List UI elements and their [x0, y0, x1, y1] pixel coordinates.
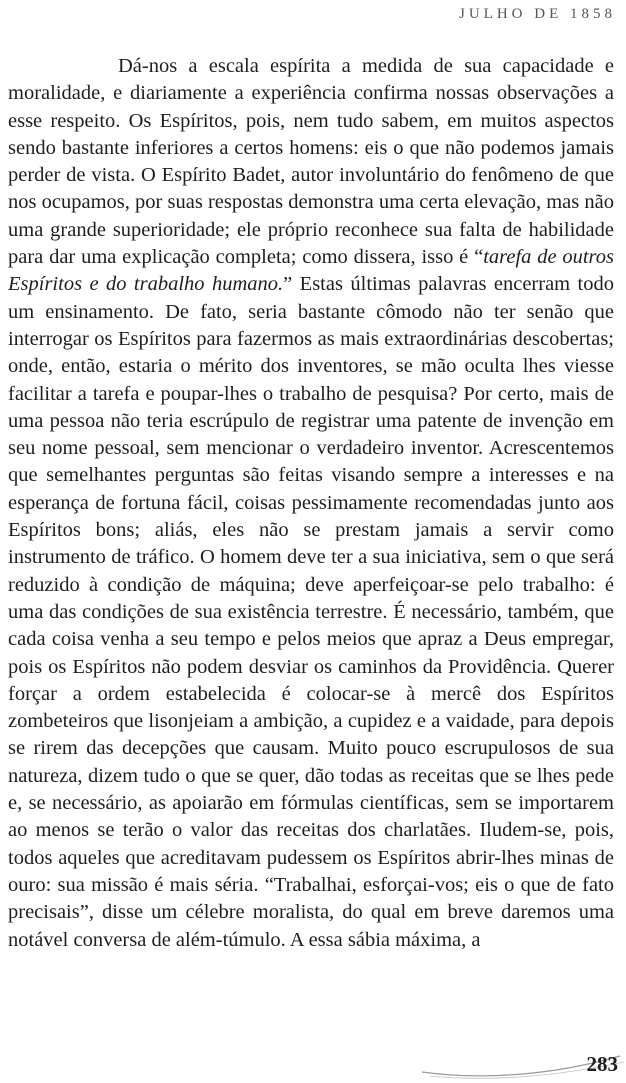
paragraph-italic-quote: tarefa de outros Espíritos e do trabalho humano.	[8, 246, 615, 296]
body-paragraph	[8, 53, 614, 954]
paragraph-text-part1: Dá-nos a escala espírita a medida de sua capacidade e moralidade, e diariamente a experiência confirma nossas observações a esse respeito. Os Espíritos, pois, nem tudo sabem, em muitos aspectos sendo bastante inferiores a certos homens: eis o que não podemos jamais perder de vista. O Espírito Badet, autor involuntário do fenômeno de que nos ocupamos, por suas respostas demonstra uma certa elevação, mas não uma grande superioridade; ele próprio reconhece sua falta de habilidade para dar uma explicação completa; como dissera, isso é “	[8, 55, 614, 269]
paragraph-text-part2: ” Estas últimas palavras encerram todo um ensinamento. De fato, seria bastante cômodo não ter senão que interrogar os Espíritos para fazermos as mais extraordinárias descobertas; onde, então, estaria o mérito dos inventores, se mão oculta lhes viesse facilitar a tarefa e poupar-lhes o trabalho de pesquisa? Por certo, mais de uma pessoa não teria escrúpulo de registrar uma patente de invenção em seu nome pessoal, sem mencionar o verdadeiro inventor. Acrescentemos que semelhantes perguntas são feitas visando sempre a interesses e na esperança de fortuna fácil, coisas pessimamente recomendadas junto aos Espíritos bons; aliás, eles não se prestam jamais a servir como instrumento de tráfico. O homem deve ter a sua iniciativa, sem o que será reduzido à condição de máquina; deve aperfeiçoar-se pelo trabalho: é uma das condições de sua existência terrestre. É necessário, também, que cada coisa venha a seu tempo e pelos meios que apraz a Deus empregar, pois os Espíritos não podem desviar os caminhos da Providência. Querer forçar a ordem estabelecida é colocar-se à mercê dos Espíritos zombeteiros que lisonjeiam a ambição, a cupidez e a vaidade, para depois se rirem das decepções que causam. Muito pouco escrupulosos de sua natureza, dizem tudo o que se quer, dão todas as receitas que se lhes pede e, se necessário, as apoiarão em fórmulas científicas, sem se importarem ao menos se terão o valor das receitas dos charlatães. Iludem-se, pois, todos aqueles que acreditavam pudessem os Espíritos abrir-lhes minas de ouro: sua missão é mais séria. “Trabalhai, esforçai-vos; eis o que de fato precisais”, disse um célebre moralista, do qual em breve daremos uma notável conversa de além-túmulo. A essa sábia máxima, a	[8, 273, 614, 951]
running-header: JULHO DE 1858	[459, 6, 616, 22]
page-number: 283	[586, 1052, 618, 1076]
